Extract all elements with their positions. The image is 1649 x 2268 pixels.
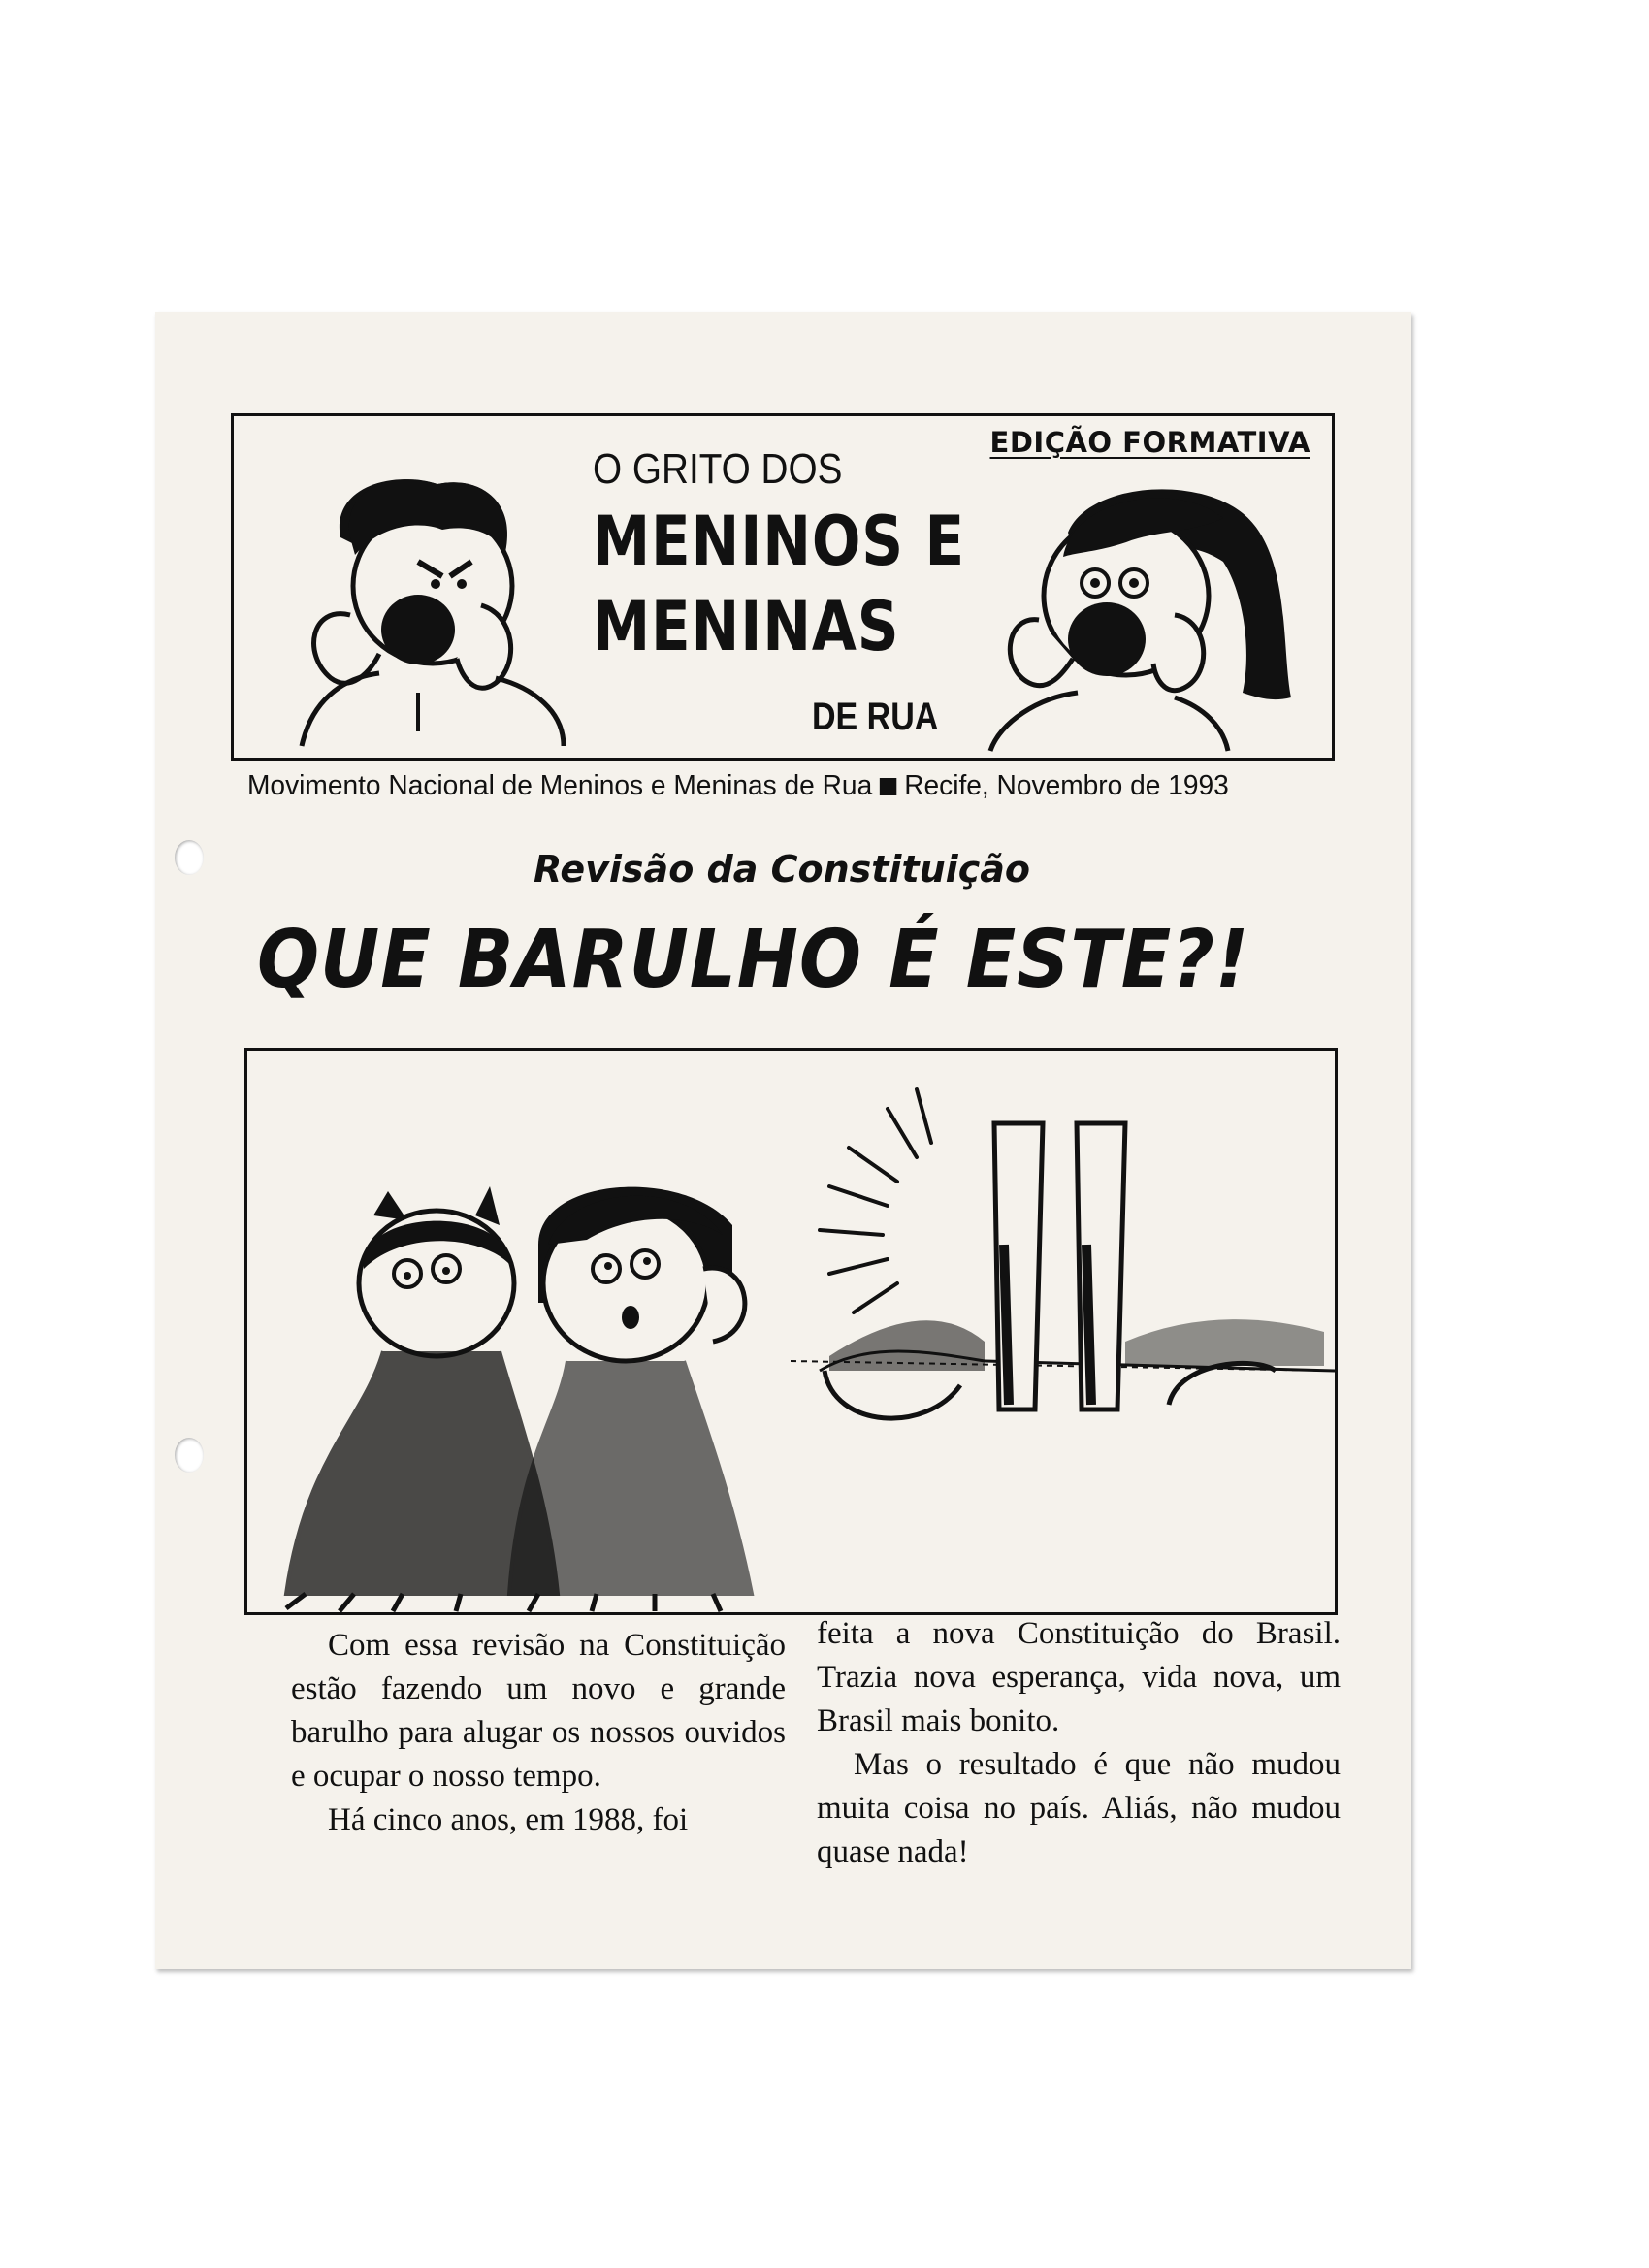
edition-label: EDIÇÃO FORMATIVA — [989, 426, 1310, 459]
title-line-2: MENINOS E — [593, 502, 966, 581]
paragraph: Mas o resultado é que não mudou muita coisa no país. Aliás, não mudou quase nada! — [817, 1747, 1341, 1869]
title-line-3: MENINAS — [593, 587, 900, 666]
shouting-boy-illustration — [273, 470, 583, 751]
paragraph: feita a nova Constituição do Brasil. Trazia nova esperança, vida nova, um Brasil mais bonito. — [817, 1616, 1341, 1738]
article-column-1 — [291, 1624, 786, 1842]
paragraph: Com essa revisão na Constituição estão fazendo um novo e grande barulho para alugar os nossos ouvidos e ocupar o nosso tempo. — [291, 1628, 786, 1794]
article-headline: QUE BARULHO É ESTE?! — [257, 914, 1250, 1006]
paragraph: Há cinco anos, em 1988, foi — [328, 1802, 689, 1837]
newsletter-page — [155, 312, 1411, 1969]
square-bullet-icon — [880, 778, 896, 795]
organization-name: Movimento Nacional de Meninos e Meninas de Rua — [247, 770, 873, 801]
article-column-2 — [817, 1612, 1341, 1874]
title-line-1: O GRITO DOS — [593, 445, 843, 493]
place-and-date: Recife, Novembro de 1993 — [904, 770, 1229, 801]
cartoon-illustration — [244, 1048, 1338, 1615]
punch-hole — [175, 840, 204, 875]
punch-hole — [175, 1438, 204, 1473]
masthead — [231, 413, 1335, 761]
congress-noise-cartoon — [247, 1051, 1335, 1612]
publisher-line — [247, 770, 1229, 802]
title-line-4: DE RUA — [812, 696, 939, 738]
shouting-girl-illustration — [981, 474, 1310, 756]
article-kicker: Revisão da Constituição — [534, 848, 1030, 891]
